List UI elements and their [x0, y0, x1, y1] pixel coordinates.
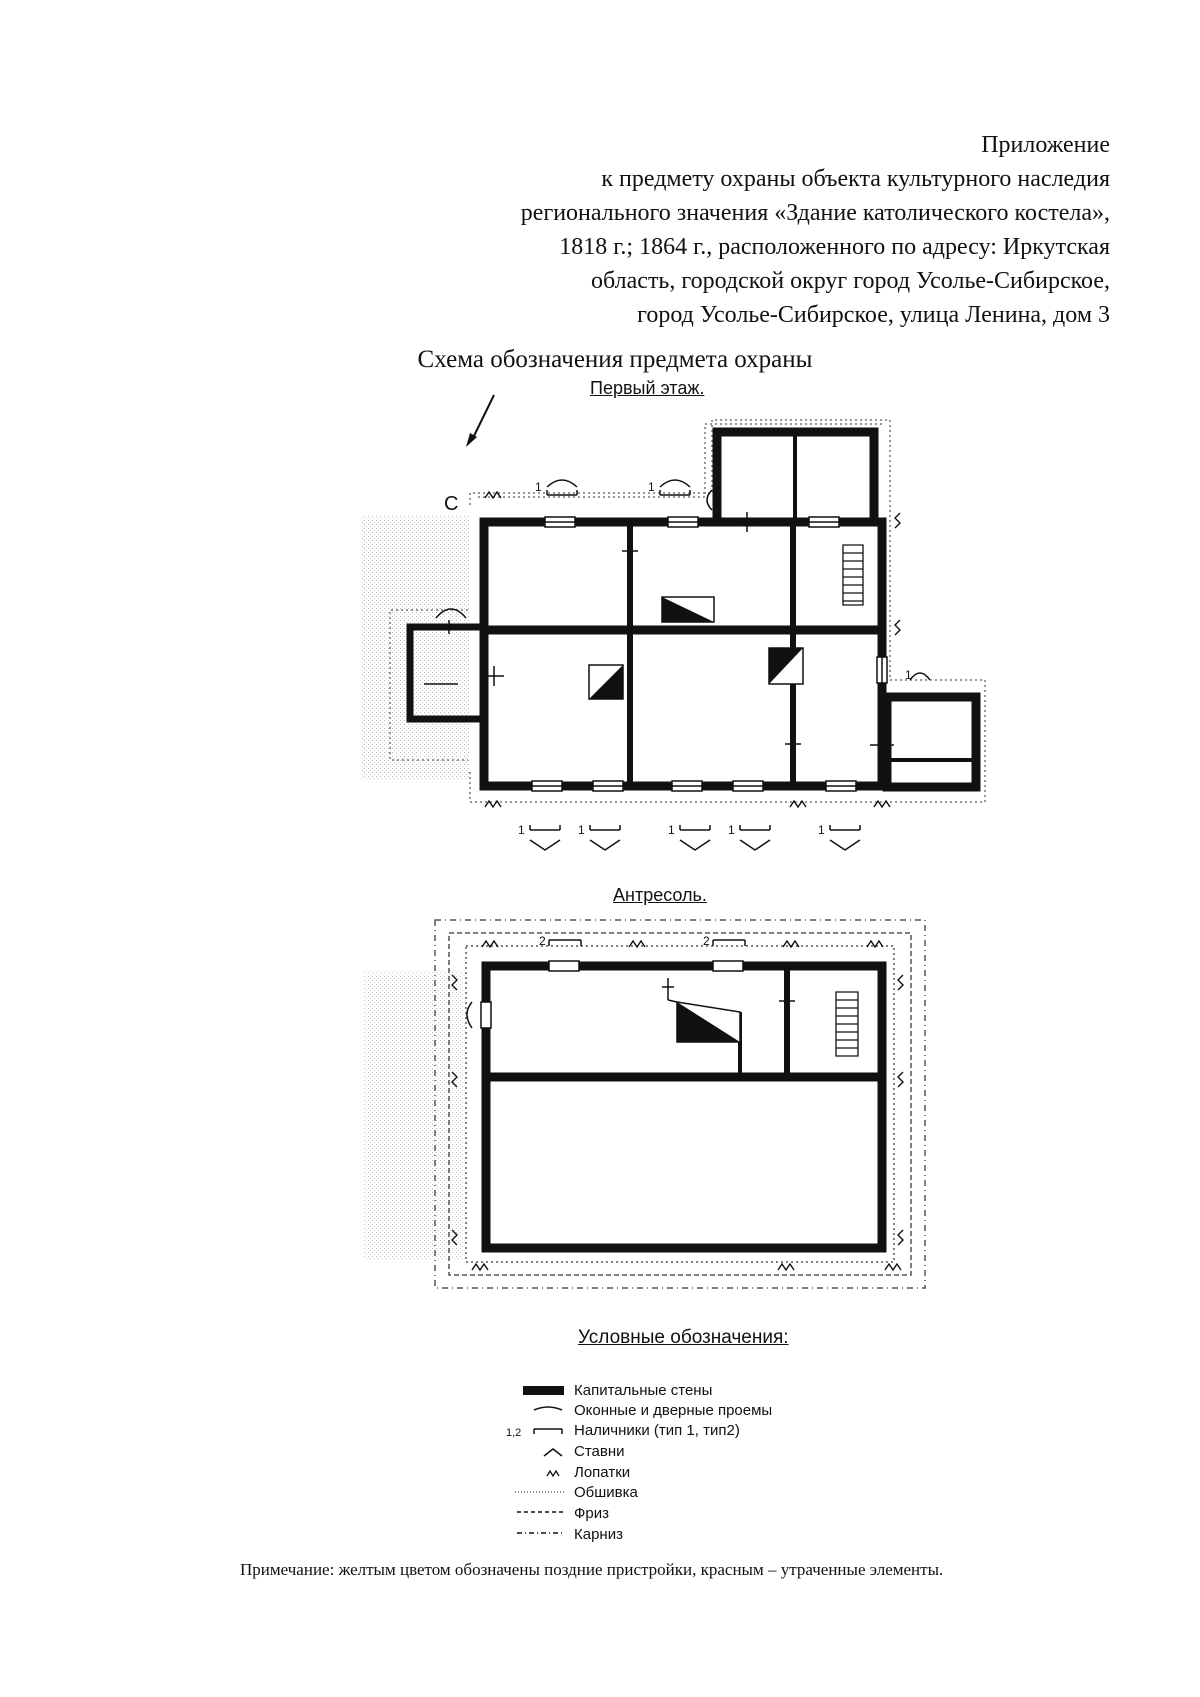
legend-label: Карниз: [574, 1526, 623, 1543]
floor1-pilaster-icons: [485, 492, 900, 807]
trim-label: 2: [539, 934, 546, 948]
header-line-3: регионального значения «Здание католического костела»,: [520, 200, 1110, 226]
floor1-title: Первый этаж.: [590, 378, 705, 398]
header-line-5: область, городской округ город Усолье-Сибирское,: [591, 268, 1110, 294]
trim-label: 2: [703, 934, 710, 948]
legend-label: Капитальные стены: [574, 1382, 713, 1399]
note: Примечание: желтым цветом обозначены поздние пристройки, красным – утраченные элементы.: [240, 1560, 944, 1579]
trim-label: 1: [818, 823, 825, 837]
trim-label: 1: [578, 823, 585, 837]
texture-area: [362, 515, 470, 780]
trim-label: 1: [648, 480, 655, 494]
trim-label: 1: [728, 823, 735, 837]
floor1-interior-walls: [484, 432, 976, 786]
legend-wall-swatch: [523, 1386, 564, 1395]
legend-pilaster-icon: [547, 1471, 559, 1476]
floor1-stove-icons: [589, 597, 803, 699]
trim-label: 1: [668, 823, 675, 837]
legend-trim-icon: [534, 1429, 562, 1434]
legend-label: Обшивка: [574, 1484, 638, 1501]
north-arrow-icon: [466, 395, 494, 447]
legend-label: Лопатки: [574, 1464, 631, 1481]
legend-trim-prefix: 1,2: [506, 1427, 522, 1439]
mezz-stove-icon: [668, 1000, 740, 1042]
legend-title: Условные обозначения:: [578, 1327, 789, 1348]
legend-label: Фриз: [574, 1505, 610, 1522]
mezz-pilaster-icons: [452, 941, 903, 1270]
legend-label: Наличники (тип 1, тип2): [574, 1422, 740, 1439]
floor1-capital-walls: [484, 432, 976, 787]
header-line-2: к предмету охраны объекта культурного наследия: [601, 166, 1110, 192]
mezzanine-plan: [364, 920, 925, 1288]
legend-label: Оконные и дверные проемы: [574, 1402, 773, 1419]
legend-symbols: [515, 1386, 564, 1533]
trim-label: 1: [905, 668, 912, 682]
floor1-plan: [362, 395, 985, 850]
north-label: С: [444, 493, 459, 515]
mezzanine-title: Антресоль.: [613, 885, 707, 905]
header-line-6: город Усолье-Сибирское, улица Ленина, дом 3: [637, 302, 1110, 328]
scheme-title: Схема обозначения предмета охраны: [417, 346, 813, 373]
mezz-stairs-icon: [836, 992, 858, 1056]
trim-label: 1: [518, 823, 525, 837]
floor1-window-openings: [532, 517, 887, 791]
legend-label: Ставни: [574, 1443, 625, 1460]
trim-label: 1: [535, 480, 542, 494]
mezz-cornice-frieze: [435, 920, 925, 1288]
header-line-1: Приложение: [981, 132, 1110, 158]
header-line-4: 1818 г.; 1864 г., расположенного по адресу: Иркутская: [559, 234, 1110, 260]
floor1-stairs-icon: [843, 545, 863, 605]
floor1-trim-symbols: [436, 480, 930, 850]
legend-opening-icon: [534, 1407, 562, 1410]
legend-shutter-icon: [544, 1449, 562, 1456]
